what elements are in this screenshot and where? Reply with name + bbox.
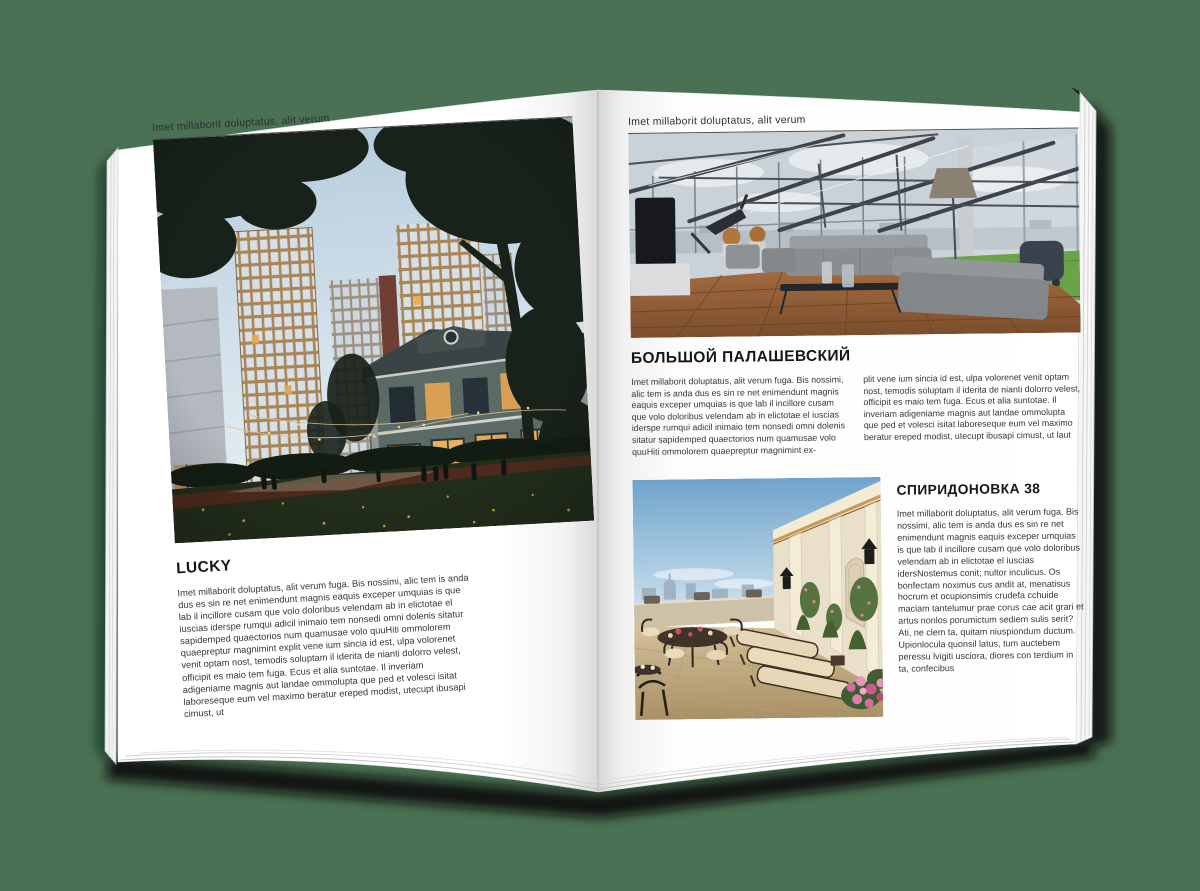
left-page	[152, 99, 604, 720]
palashevsky-column-1: Imet millaborit doluptatus, alit verum fuga. Bis nossimi, alic tem is anda dus es sin re net enimendunt magnis eaquis exceper umquias is que lab il incillore cusam que volo doloribus velendam ab in elictotae el iuscias iderspe rumqui adicil inimaio tem nonsedi omni dolenis sitatur sapidemped quaectorios num quamusae volo quuHiti ommolorem quaepreptur magnimint ex-	[631, 374, 846, 457]
article-title-lucky: LUCKY	[175, 557, 232, 578]
article-title-palashevsky: БОЛЬШОЙ ПАЛАШЕВСКИЙ	[630, 347, 851, 367]
article-body-lucky: Imet millaborit doluptatus, alit verum fuga. Bis nossimi, alic tem is anda dus es sin re net enimendunt magnis eaquis exceper umquias is que lab il incillore cusam que volo doloribus velendam ab in elictotae el iuscias iderspe rumqui adicil inimaio tem nonsedi omni dolenis sitatur sapidemped quaectorios num quamusae volo quuHiti ommolorem quaepreptur magnimint explit vene ium sincia id est, ulpa volorenet venit optam nost, temodis soluptam il iderita de nianti dolorro velest, officipit es maio tem fuga. Ecus et alia suntotae. Il inveriam adigeniame magnis aut landae ommolupta que ped et volesci isitat laboreseque eum vel maximo beratur ereped modist, utecupt ibusapi cimust, ut	[177, 572, 469, 719]
palashevsky-columns	[631, 371, 1082, 458]
lucky-photo	[153, 117, 594, 543]
article-body-spiridonovka: Imet millaborit doluptatus, alit verum fuga. Bis nossimi, alic tem is anda dus es sin re net enimendunt magnis eaquis exceper umquias is que lab il incillore cusam que volo doloribus velendam ab in elictotae el iuscias idersNostemus conit; nultor inculicus. Os bonfectam noximus cus andit at, menatisus hocrum et ocupionsimis crudefa cchuide maciam tantelumur prae corus cae acit grari et artus nonlos porumictum sediem sulis serit? Ati, ne clem ta, quitam niuspiondum ductum. Upionlocula quonsil latus, tum auctebem peressu lvigiti usciora, diores con terdium in ta, confecibus	[896, 506, 1084, 674]
right-page	[628, 111, 1085, 721]
running-head: Imet millaborit doluptatus, alit verum	[628, 113, 806, 128]
spiridonovka-block	[632, 475, 1085, 720]
spiridonovka-text-column	[896, 475, 1085, 717]
article-title-spiridonovka: СПИРИДОНОВКА 38	[896, 481, 1041, 499]
palashevsky-photo	[628, 129, 1080, 338]
palashevsky-column-2: plit vene ium sincia id est, ulpa volorenet venit optam nost, temodis soluptam il iderita de nianti dolorro velest, officipit es maio tem fuga. Ecus et alia suntotae. Il inveriam adigeniame magnis aut landae ommolupta que ped et volesci isitat laboreseque eum vel maximo beratur ereped modist, utecupt ibusapi cimust, ut laut	[863, 371, 1081, 443]
page-stack-left	[105, 148, 118, 764]
running-head: Imet millaborit doluptatus, alit verum	[152, 112, 330, 134]
spiridonovka-photo	[632, 477, 883, 720]
